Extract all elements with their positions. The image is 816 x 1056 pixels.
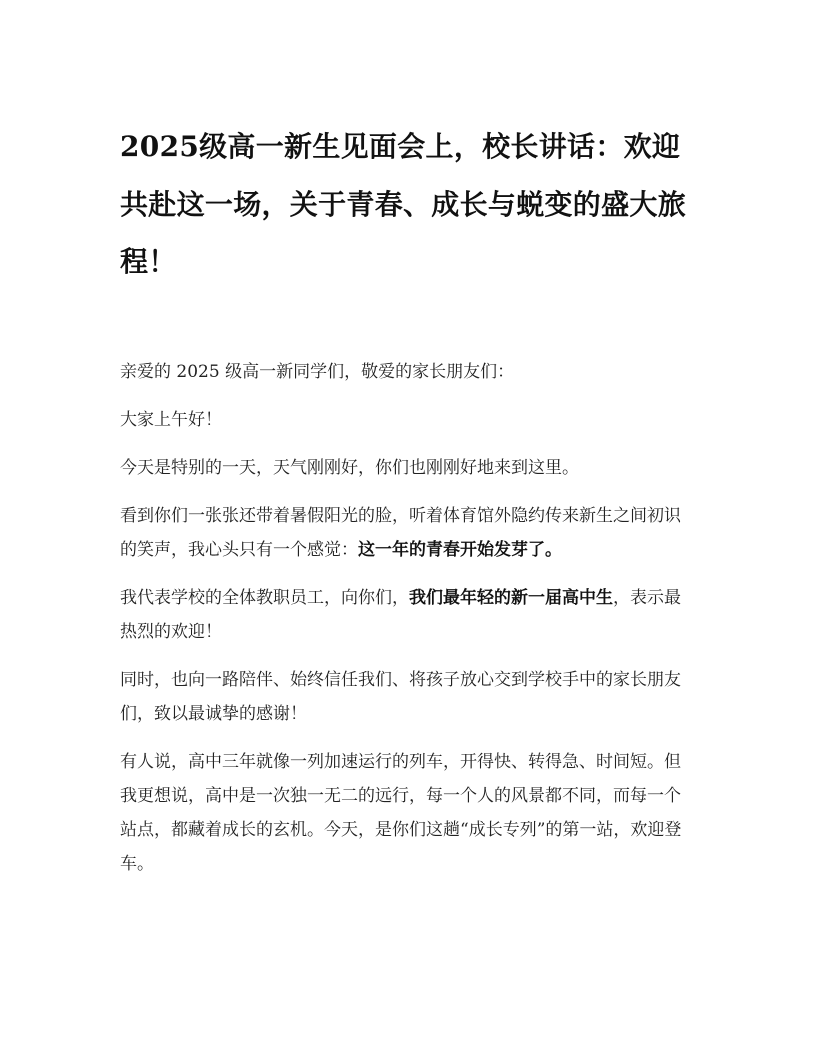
paragraph-text: 看到你们一张张还带着暑假阳光的脸，听着体育馆外隐约传来新生之间初识的笑声，我心头只有一个感觉：: [120, 506, 681, 560]
paragraph-text: 我代表学校的全体教职员工，向你们，: [120, 588, 409, 608]
paragraph-special-day: 今天是特别的一天，天气刚刚好，你们也刚刚好地来到这里。: [120, 458, 579, 478]
emphasis-text: 我们最年轻的新一届高中生: [409, 588, 613, 608]
paragraph-text-after: ，表示最热烈的欢迎！: [120, 588, 681, 642]
document-body: [120, 355, 686, 895]
paragraph-train-metaphor: 有人说，高中三年就像一列加速运行的列车，开得快、转得急、时间短。但我更想说，高中是一次独一无二的远行，每一个人的风景都不同，而每一个站点，都藏着成长的玄机。今天，是你们这趟“成长专列”的第一站，欢迎登车。: [120, 752, 682, 874]
paragraph-youth-sprouting: [120, 499, 686, 567]
paragraph-welcome-students: [120, 581, 686, 649]
document-title: 2025级高一新生见面会上，校长讲话：欢迎共赴这一场，关于青春、成长与蜕变的盛大旅程！: [120, 130, 687, 278]
emphasis-text: 这一年的青春开始发芽了。: [358, 540, 562, 560]
paragraph-thank-parents: 同时，也向一路陪伴、始终信任我们、将孩子放心交到学校手中的家长朋友们，致以最诚挚的感谢！: [120, 670, 681, 724]
paragraph-greeting: 亲爱的 2025 级高一新同学们，敬爱的家长朋友们：: [120, 362, 515, 382]
paragraph-good-morning: 大家上午好！: [120, 410, 222, 430]
